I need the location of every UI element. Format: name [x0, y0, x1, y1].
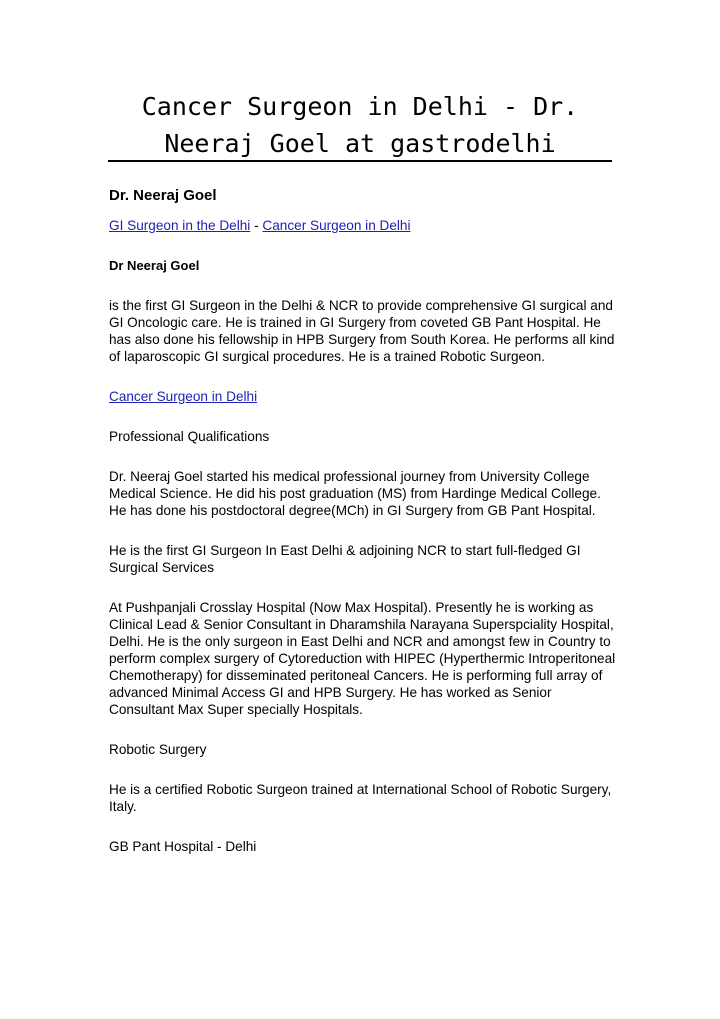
- robotic-paragraph: He is a certified Robotic Surgeon trained at International School of Robotic Surgery, Italy.: [109, 782, 612, 814]
- title-line-2: Neeraj Goel at gastrodelhi: [164, 129, 556, 158]
- pushpanjali-paragraph: At Pushpanjali Crosslay Hospital (Now Max Hospital). Presently he is working as Clinical Lead & Senior Consultant in Dharamshila Narayana Superspciality Hospital, Delhi. He is the only surgeon in East Delhi and NCR and amongst few in Country to perform complex surgery of Cytoreduction with HIPEC (Hyperthermic Introperitoneal Chemotherapy) for disseminated peritoneal Cancers. He is performing full array of advanced Minimal Access GI and HPB Surgery. He has worked as Senior Consultant Max Super specially Hospitals.: [109, 600, 616, 717]
- doctor-subheading: Dr Neeraj Goel: [109, 258, 200, 273]
- qualifications-heading: Professional Qualifications: [109, 429, 270, 444]
- first-gi-paragraph: He is the first GI Surgeon In East Delhi & adjoining NCR to start full-fledged GI Surgical Services: [109, 543, 581, 575]
- document-body: [109, 186, 619, 878]
- doctor-heading: Dr. Neeraj Goel: [109, 187, 217, 204]
- document-title: [108, 88, 612, 162]
- cancer-surgeon-link[interactable]: Cancer Surgeon in Delhi: [262, 218, 411, 233]
- cancer-surgeon-link-2[interactable]: Cancer Surgeon in Delhi: [109, 389, 258, 404]
- robotic-heading: Robotic Surgery: [109, 742, 207, 757]
- cancer-surgeon-link-block: [109, 388, 619, 405]
- header-links: [109, 217, 619, 234]
- title-line-1: Cancer Surgeon in Delhi - Dr.: [141, 92, 579, 121]
- qualifications-paragraph: Dr. Neeraj Goel started his medical professional journey from University College Medical Science. He did his post graduation (MS) from Hardinge Medical College. He has done his postdoctoral degree(MCh) in GI Surgery from GB Pant Hospital.: [109, 469, 601, 518]
- title-underline: [108, 160, 612, 162]
- gb-pant-heading: GB Pant Hospital - Delhi: [109, 839, 257, 854]
- gi-surgeon-link[interactable]: GI Surgeon in the Delhi: [109, 218, 251, 233]
- intro-paragraph: is the first GI Surgeon in the Delhi & NCR to provide comprehensive GI surgical and GI Oncologic care. He is trained in GI Surgery from coveted GB Pant Hospital. He has also done his fellowship in HPB Surgery from South Korea. He performs all kind of laparoscopic GI surgical procedures. He is a trained Robotic Surgeon.: [109, 298, 615, 364]
- link-separator: -: [250, 218, 263, 233]
